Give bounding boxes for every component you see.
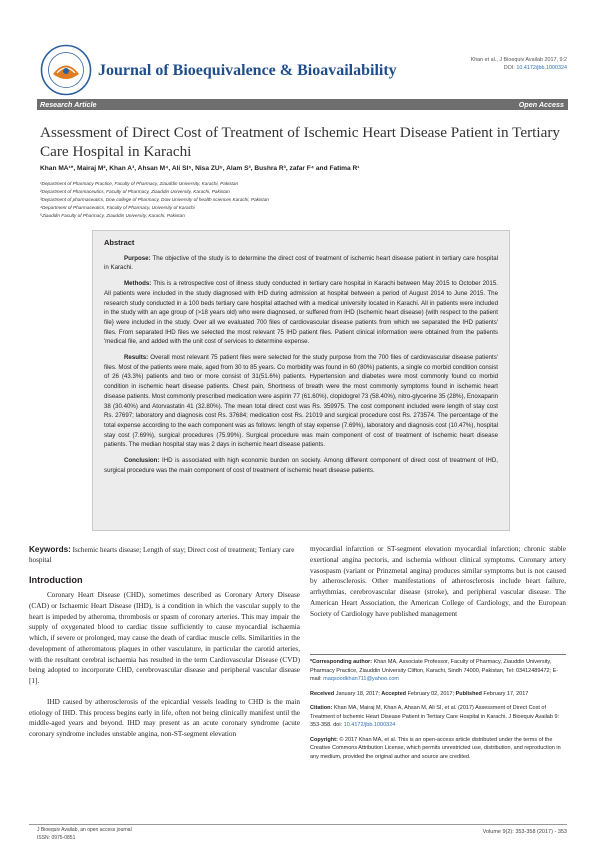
- open-access-label: Open Access: [518, 100, 564, 109]
- corresponding-text: Khan MA, Associate Professor, Faculty of Pharmacy, Ziauddin University, Pharmacy Practice, Ziauddin University Clifton, Karachi, Sindh 74000, Pakistan, Tel: 03412489472; E-mail:: [310, 659, 559, 682]
- footer-divider: [29, 824, 567, 825]
- methods-text: This is a retrospective cost of illness study conducted in tertiary care hospital in Karachi between May 2015 to October 2015. All patients were included in the study diagnosed with IHD during admission at hospital between a period of August 2014 to June 2015. The research study conducted in a 100 beds tertiary care hospital attached with a medical university located in Karachi. All in patients were included in the study with an age group of (>18 years old) who were diagnosed, or suffered from IHD (Ischemic heart disease) {with respect to the patient file} were included in the study. Over all we evaluated 700 files of cardiovascular disease patients from which we separated the IHD patients' files. From separated IHD files we selected the most relevant 75 IHD patient files. Patient clinical information were obtained from the patients 'medical file, and added with the unit cost of services to determine expense.: [104, 280, 498, 346]
- article-metadata: [310, 654, 566, 767]
- footer-journal: J Bioequiv Availab, an open access journal: [37, 827, 132, 833]
- conclusion-label: Conclusion:: [124, 457, 160, 465]
- conclusion-text: IHD is associated with high economic burden on society. Among different component of direct cost of treatment of IHD, surgical procedure was the main component of cost of treatment of ischemic heart disease patients.: [104, 457, 498, 474]
- article-type-label: Research Article: [40, 100, 97, 109]
- footer-issn: ISSN: 0975-0851: [37, 834, 76, 841]
- purpose-text: The objective of the study is to determine the direct cost of treatment of ischemic heart disease patient in tertiary care hospital in Karachi.: [104, 254, 498, 272]
- copyright-text: © 2017 Khan MA, et al. This is an open-access article distributed under the terms of the Creative Commons Attribution License, which permits unrestricted use, distribution, and reproduction in any medium, provided the original author and source are credited.: [310, 736, 561, 760]
- affiliation-3: ³Department of pharmaceutics, Dow college of Pharmacy, Dow University of health sciences Karachi, Pakistan: [40, 196, 269, 202]
- abstract-methods: [104, 279, 498, 347]
- corresponding-label: *Corresponding author:: [310, 659, 373, 665]
- affiliation-2: ²Department of Pharmaceutics, Faculty of Pharmacy, Ziauddin University, Karachi, Pakistan: [40, 188, 230, 194]
- abstract-box: [92, 230, 510, 531]
- received-date: January 18, 2017;: [335, 690, 380, 697]
- received-label: Received: [310, 690, 335, 697]
- introduction-right-column: [310, 544, 566, 619]
- metadata-divider: [310, 654, 566, 655]
- abstract-heading: Abstract: [104, 238, 135, 247]
- published-label: Published: [455, 690, 482, 697]
- introduction-left-column: [29, 590, 300, 740]
- journal-logo: [40, 44, 92, 96]
- affiliation-5: ⁵Ziauddin Faculty of Pharmacy, Ziauddin University, Karachi, Pakistan: [40, 212, 185, 218]
- citation-text: Khan MA, Mairaj M, Khan A, Ahsan M, Ali SI, et al. (2017) Assessment of Direct Cost of Treatment of Ischemic Heart Disease Patient in Tertiary Care Hospital in Karachi. J Bioequiv Availab 9: 353-358. doi:: [310, 705, 560, 728]
- footer-journal-info: [37, 827, 132, 842]
- doi-label: DOI:: [503, 65, 515, 72]
- results-text: Overall most relevant 75 patient files were selected for the study purpose from the 700 files of cardiovascular disease patients' files. Most of the patients were male, aged from 30 to 85 years. Co morbidity was found in 60 (80%) patients, a single co morbid condition consist of 26 (43.3%) patients and two or more consist of 31(51.6%) patients. Hypertension and diabetes were most commonly found co morbid condition in ischemic heart disease patients. Chest pain, Shortness of breath were the most commonly symptoms found in ischemic heart disease patients. Most commonly prescribed medication were aspirin 77 (61.60%), clopidogrel 73 (58.40%), nitro-glycerine 35 (28%), Enoxaparin 38 (30.40%) and Atorvastatin 41 (32.80%). The mean total direct cost was Rs. 359975. The cost component included were length of stay cost Rs. 27697; laboratory and diagnosis cost Rs. 37684; medication cost Rs. 21019 and surgical procedure cost Rs. 273574. The percentage of the total expense according to the each component was as follows: length of stay expense (7.69%), laboratory and diagnosis cost (10.47%), hospital stay cost (7.69%), surgical procedures (75.99%). Surgical procedure was main component of cost of treatment of Ischemic heart disease patients. The median hospital stay was 2 days in ischemic heart disease patients.: [104, 354, 498, 449]
- published-date: February 17, 2017: [483, 690, 529, 697]
- accepted-label: Accepted: [381, 690, 407, 697]
- email-link[interactable]: maqsoodkhan711@yahoo.com: [323, 676, 399, 682]
- article-title: Assessment of Direct Cost of Treatment of Ischemic Heart Disease Patient in Tertiary Care Hospital in Karachi: [40, 124, 560, 160]
- intro-continuation: myocardial infarction or ST-segment elevation myocardial infarction; chronic stable exertional angina pectoris, and ischemia without clinical symptoms. Coronary artery vasospasm (variant or Prinzmetal angina) produces similar symptoms but is not caused by atherosclerosis. Other manifestations of atherosclerosis include heart failure, arrhythmias, cerebrovascular disease (stroke), and peripheral vascular disease. The American Heart Association, the American College of Cardiology, and the European Society of Cardiology have published management: [310, 545, 566, 618]
- header-citation: [471, 56, 567, 73]
- corresponding-author: [310, 658, 566, 684]
- abstract-conclusion: [104, 456, 498, 475]
- citation-label: Citation:: [310, 705, 333, 711]
- abstract-purpose: [104, 254, 498, 273]
- header-doi: [471, 64, 567, 72]
- author-list: Khan MA¹*, Mairaj M², Khan A³, Ahsan M⁴, Ali SI⁵, Nisa ZU⁵, Alam S³, Bushra R³, zafar F⁴ and Fatima R¹: [40, 165, 360, 172]
- affiliation-4: ⁴Department of Pharmaceutics, Faculty of Pharmacy, University of Karachi: [40, 204, 195, 210]
- methods-label: Methods:: [124, 280, 152, 288]
- keywords-label: Keywords:: [29, 545, 71, 554]
- affiliations: [40, 180, 269, 220]
- footer-pages: Volume 9(2): 353-358 (2017) - 353: [482, 829, 567, 835]
- keywords: [29, 545, 299, 566]
- abstract-results: [104, 353, 498, 450]
- results-label: Results:: [124, 354, 149, 362]
- affiliation-1: ¹Department of Pharmacy Practice, Faculty of Pharmacy, Ziauddin University, Karachi, Pakistan: [40, 181, 239, 186]
- copyright-label: Copyright:: [310, 736, 338, 743]
- doi-link[interactable]: 10.4172/jbb.1000324: [516, 65, 567, 72]
- keywords-text: Ischemic hearts disease; Length of stay; Direct cost of treatment; Tertiary care hospital: [29, 546, 295, 565]
- purpose-label: Purpose:: [124, 254, 151, 262]
- introduction-heading: Introduction: [29, 575, 83, 585]
- copyright-notice: [310, 736, 566, 762]
- journal-title: Journal of Bioequivalence & Bioavailability: [98, 62, 397, 79]
- header-citation-text: Khan et al., J Bioequiv Availab 2017, 9:2: [470, 57, 567, 63]
- citation-block: [310, 704, 566, 730]
- article-dates: [310, 690, 566, 699]
- article-type-banner: [37, 99, 568, 110]
- accepted-date: February 02, 2017;: [407, 690, 455, 697]
- citation-doi-link[interactable]: 10.4172/jbb.1000324: [343, 722, 396, 728]
- intro-paragraph-1: Coronary Heart Disease (CHD), sometimes described as Coronary Artery Disease (CAD) or Ischaemic Heart Disease (IHD), is a condition in which the vascular supply to the heart is impeded by atheroma, thrombosis or spasm of coronary arteries. This may impair the supply of oxygenated blood to cardiac tissue sufficiently to cause myocardial ischaemia which, if severe or prolonged, may cause the death of cardiac muscle cells. Similarities in the development of atheromatous plaques in other vasculature, in particular the carotid arteries, with the resultant cerebral ischaemia has resulted in the term Cardiovascular Disease (CVD) being adopted to incorporate CHD, cerebrovascular disease and peripheral vascular disease [1].: [29, 591, 300, 685]
- intro-paragraph-2: IHD caused by atherosclerosis of the epicardial vessels leading to CHD is the main etiology of IHD. This process begins early in life, often not being clinically manifest until the middle-aged years and beyond. IHD may present as an acute coronary syndrome (acute coronary syndrome includes unstable angina, non-ST-segment elevation: [29, 697, 300, 738]
